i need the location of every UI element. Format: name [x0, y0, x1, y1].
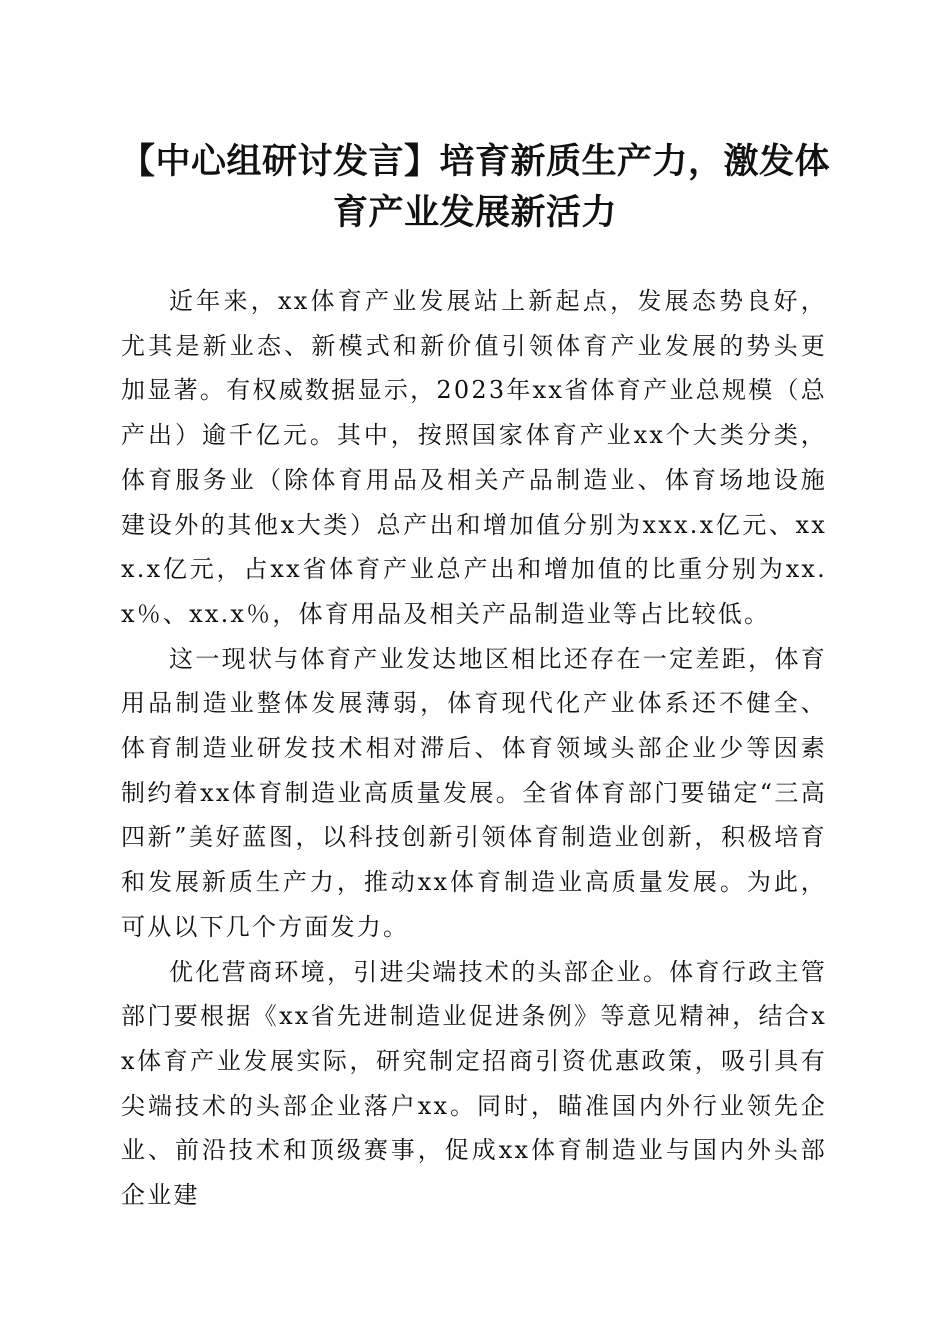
paragraph-1: 近年来，xx体育产业发展站上新起点，发展态势良好，尤其是新业态、新模式和新价值引领体育产业发展的势头更加显著。有权威数据显示，2023年xx省体育产业总规模（总产出）逾千亿元。其中，按照国家体育产业xx个大类分类，体育服务业（除体育用品及相关产品制造业、体育场地设施建设外的其他x大类）总产出和增加值分别为xxx.x亿元、xxx.x亿元，占xx省体育产业总产出和增加值的比重分别为xx.x％、xx.x％，体育用品及相关产品制造业等占比较低。	[121, 287, 827, 628]
document-body	[121, 279, 827, 1218]
paragraph-2: 这一现状与体育产业发达地区相比还存在一定差距，体育用品制造业整体发展薄弱，体育现代化产业体系还不健全、体育制造业研发技术相对滞后、体育领域头部企业少等因素制约着xx体育制造业高质量发展。全省体育部门要锚定“三高四新”美好蓝图，以科技创新引领体育制造业创新，积极培育和发展新质生产力，推动xx体育制造业高质量发展。为此，可从以下几个方面发力。	[121, 644, 827, 941]
document-title: 【中心组研讨发言】培育新质生产力，激发体育产业发展新活力	[119, 141, 830, 233]
paragraph-3: 优化营商环境，引进尖端技术的头部企业。体育行政主管部门要根据《xx省先进制造业促进条例》等意见精神，结合xx体育产业发展实际，研究制定招商引资优惠政策，吸引具有尖端技术的头部企业落户xx。同时，瞄准国内外行业领先企业、前沿技术和顶级赛事，促成xx体育制造业与国内外头部企业建	[121, 957, 827, 1210]
